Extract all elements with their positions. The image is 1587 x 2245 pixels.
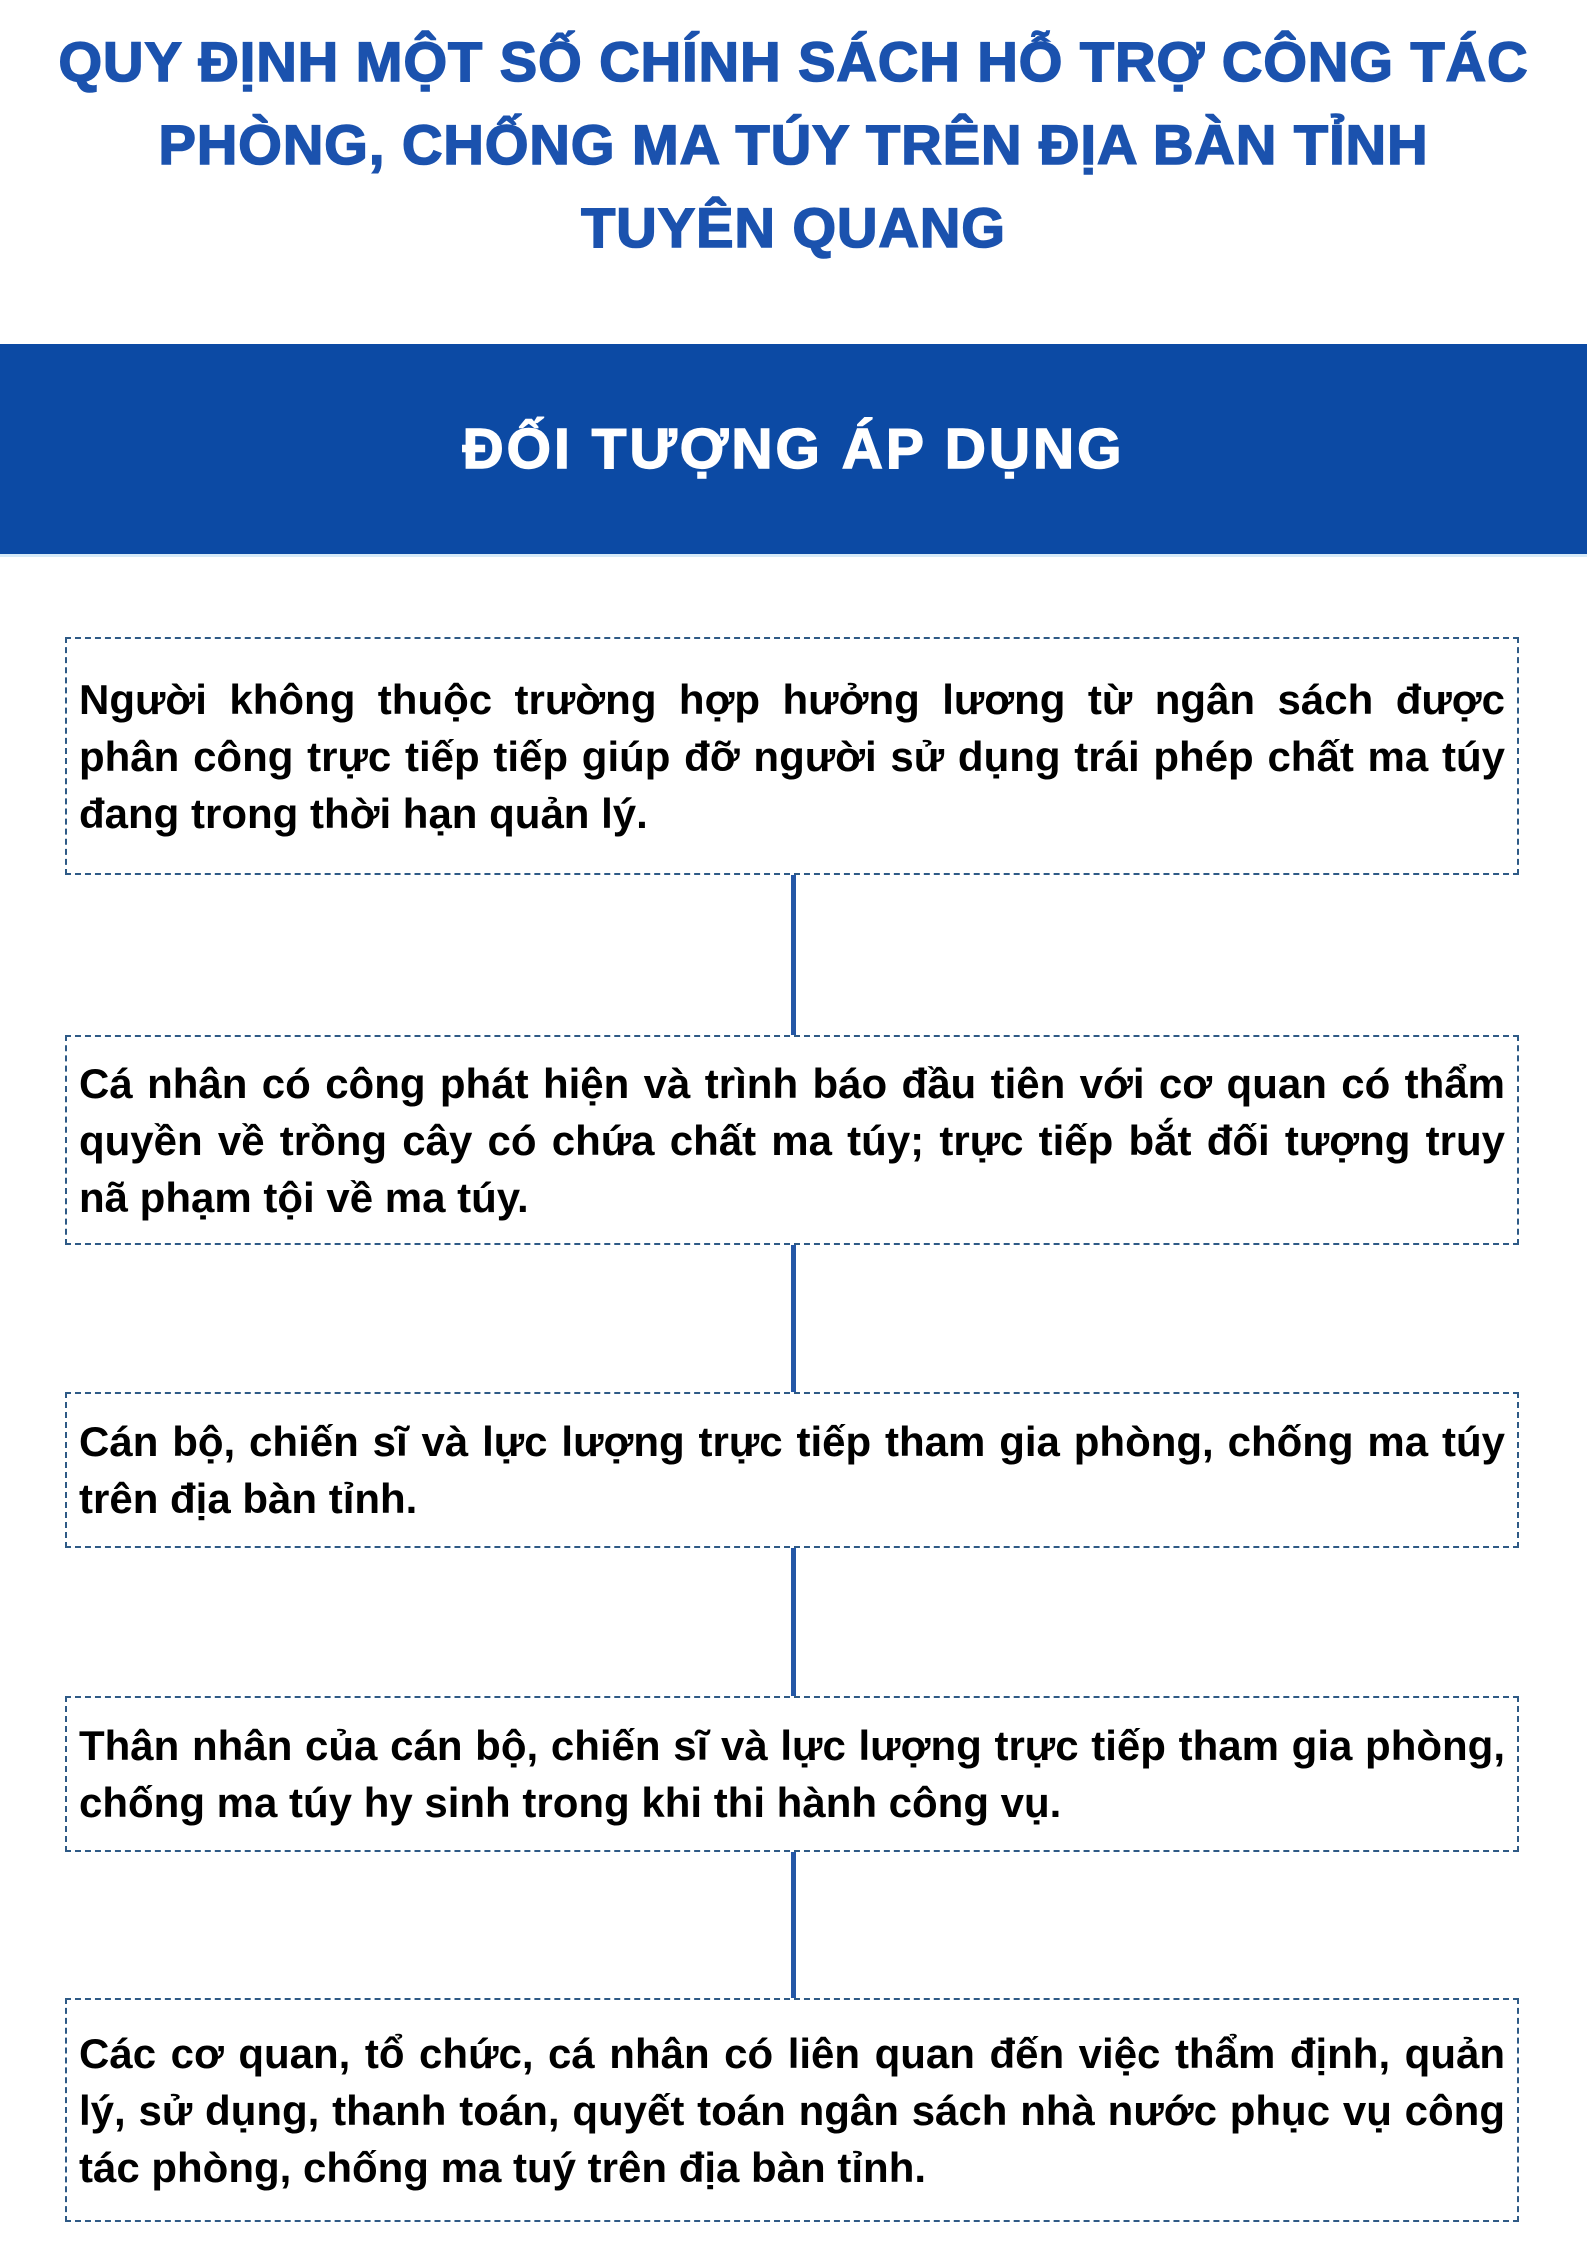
subject-text: Các cơ quan, tổ chức, cá nhân có liên quan đến việc thẩm định, quản lý, sử dụng, thanh toán, quyết toán ngân sách nhà nước phục vụ công tác phòng, chống ma tuý trên địa bàn tỉnh.	[79, 2029, 1505, 2191]
connector-line	[791, 875, 796, 1035]
section-banner	[0, 344, 1587, 557]
subject-text: Thân nhân của cán bộ, chiến sĩ và lực lượng trực tiếp tham gia phòng, chống ma túy hy sinh trong khi thi hành công vụ.	[79, 1722, 1505, 1826]
subject-box-4	[65, 1696, 1519, 1852]
subject-box-5	[65, 1998, 1519, 2222]
page-title	[0, 20, 1587, 269]
subject-text: Cán bộ, chiến sĩ và lực lượng trực tiếp tham gia phòng, chống ma túy trên địa bàn tỉnh.	[79, 1418, 1505, 1522]
subject-text: Cá nhân có công phát hiện và trình báo đầu tiên với cơ quan có thẩm quyền về trồng cây có chứa chất ma túy; trực tiếp bắt đối tượng truy nã phạm tội về ma túy.	[79, 1059, 1505, 1221]
subject-box-2	[65, 1035, 1519, 1245]
subject-box-1	[65, 637, 1519, 875]
page-title-line: PHÒNG, CHỐNG MA TÚY TRÊN ĐỊA BÀN TỈNH	[158, 113, 1429, 176]
subject-box-3	[65, 1392, 1519, 1548]
section-banner-label: ĐỐI TƯỢNG ÁP DỤNG	[462, 417, 1125, 481]
subject-text: Người không thuộc trường hợp hưởng lương từ ngân sách được phân công trực tiếp tiếp giúp đỡ người sử dụng trái phép chất ma túy đang trong thời hạn quản lý.	[79, 675, 1505, 837]
connector-line	[791, 1548, 796, 1696]
connector-line	[791, 1245, 796, 1392]
page-title-line: TUYÊN QUANG	[581, 196, 1006, 259]
page-title-line: QUY ĐỊNH MỘT SỐ CHÍNH SÁCH HỖ TRỢ CÔNG TÁC	[58, 30, 1529, 93]
connector-line	[791, 1852, 796, 1998]
